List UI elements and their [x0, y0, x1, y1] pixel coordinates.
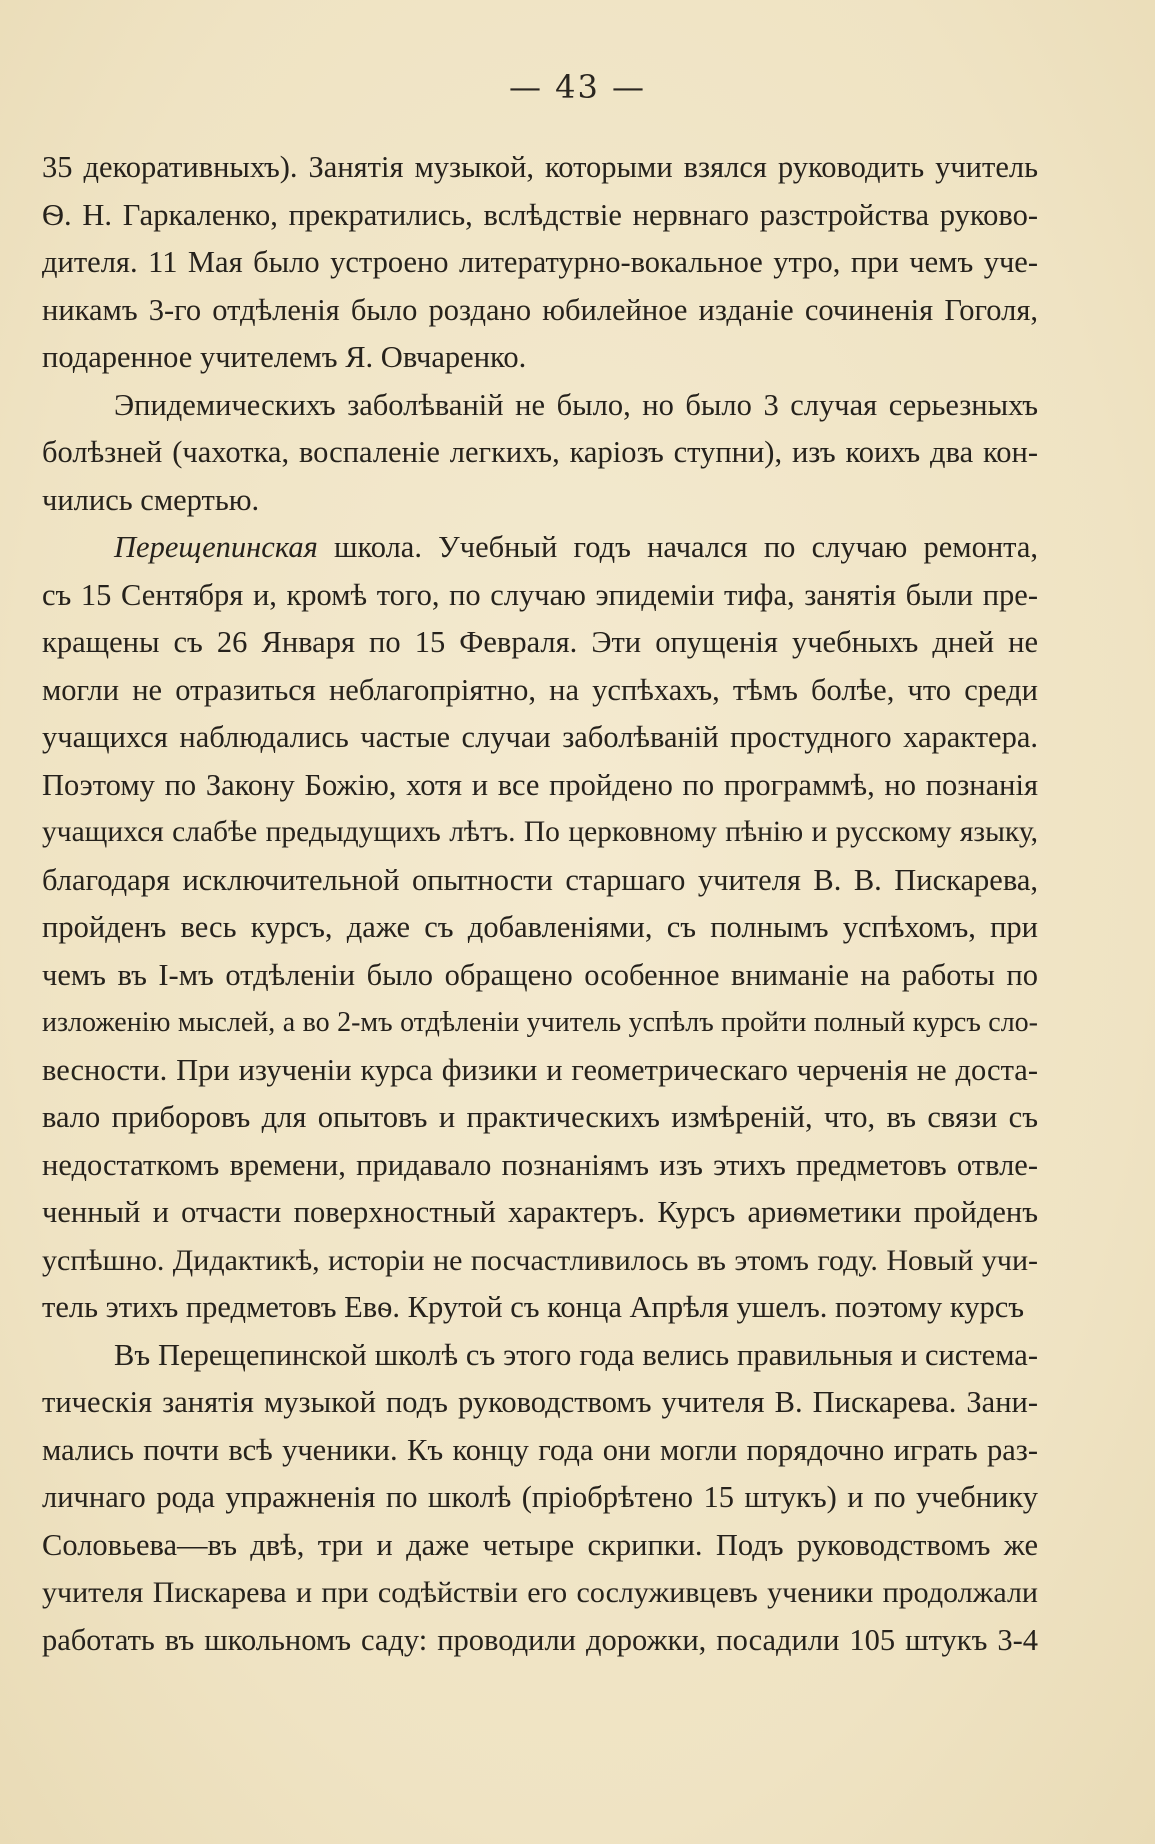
text-line: вало приборовъ для опытовъ и практическихъ измѣреній, что, въ связи съ	[42, 1100, 1038, 1134]
text-line: пройденъ весь курсъ, даже съ добавленіями, съ полнымъ успѣхомъ, при	[42, 910, 1038, 944]
paragraph-2	[42, 382, 1038, 525]
text-line: Эпидемическихъ заболѣваній не было, но было 3 случая серьезныхъ	[114, 387, 1038, 422]
text-line: подаренное учителемъ Я. Овчаренко.	[42, 340, 527, 374]
text-line: Въ Перещепинской школѣ съ этого года велись правильныя и система-	[114, 1337, 1038, 1372]
text-line: никамъ 3-го отдѣленія было роздано юбилейное изданіе сочиненія Гоголя,	[42, 292, 1038, 327]
text-line: весности. При изученіи курса физики и геометрическаго черченія не доста-	[42, 1052, 1038, 1087]
text-line: съ 15 Сентября и, кромѣ того, по случаю эпидеміи тифа, занятія были пре-	[42, 577, 1038, 612]
text-line: ченный и отчасти поверхностный характеръ. Курсъ ариѳметики пройденъ	[42, 1195, 1038, 1229]
text-line: Поэтому по Закону Божію, хотя и все пройдено по программѣ, но познанія	[42, 767, 1038, 802]
paragraph-3	[42, 524, 1038, 1332]
text-line: учащихся наблюдались частые случаи заболѣваній простудного характера.	[42, 720, 1038, 754]
text-line: учащихся слабѣе предыдущихъ лѣтъ. По церковному пѣнію и русскому языку,	[42, 816, 1038, 848]
text-line: Ѳ. Н. Гаркаленко, прекратились, вслѣдствіе нервнаго разстройства руково-	[42, 197, 1038, 232]
body-text	[42, 144, 1038, 1664]
text-line: чились смертью.	[42, 482, 260, 517]
paragraph-4	[42, 1332, 1038, 1665]
text-line: кращены съ 26 Января по 15 Февраля. Эти опущенія учебныхъ дней не	[42, 625, 1038, 659]
text-line: мались почти всѣ ученики. Къ концу года они могли порядочно играть раз-	[42, 1432, 1038, 1467]
paragraph-1	[42, 144, 1038, 382]
text-line: 35 декоративныхъ). Занятія музыкой, которыми взялся руководить учитель	[42, 150, 1038, 184]
text-line: Соловьева—въ двѣ, три и даже четыре скрипки. Подъ руководствомъ же	[42, 1527, 1038, 1562]
text-line: тель этихъ предметовъ Евѳ. Крутой съ конца Апрѣля ушелъ. поэтому курсъ	[42, 1290, 1025, 1324]
text-line: болѣзней (чахотка, воспаленіе легкихъ, каріозъ ступни), изъ коихъ два кон-	[42, 435, 1038, 469]
text-line: успѣшно. Дидактикѣ, исторіи не посчастливилось въ этомъ году. Новый учи-	[42, 1243, 1038, 1277]
text-line: личнаго рода упражненія по школѣ (пріобрѣтено 15 штукъ) и по учебнику	[42, 1480, 1038, 1514]
text-fragment: школа. Учебный годъ начался по случаю ремонта,	[317, 530, 1038, 564]
text-line: работать въ школьномъ саду: проводили дорожки, посадили 105 штукъ 3-4	[42, 1622, 1038, 1657]
text-line: благодаря исключительной опытности старшаго учителя В. В. Пискарева,	[42, 862, 1038, 897]
text-line-first	[42, 524, 1038, 572]
school-name: Перещепинская	[114, 530, 318, 564]
text-line: чемъ въ I-мъ отдѣленіи было обращено особенное вниманіе на работы по	[42, 957, 1038, 992]
text-line: тическія занятія музыкой подъ руководствомъ учителя В. Пискарева. Зани-	[42, 1385, 1038, 1419]
text-line: дителя. 11 Мая было устроено литературно-вокальное утро, при чемъ уче-	[42, 245, 1038, 279]
text-line: недостаткомъ времени, придавало познаніямъ изъ этихъ предметовъ отвле-	[42, 1147, 1038, 1182]
text-line: могли не отразиться неблагопріятно, на успѣхахъ, тѣмъ болѣе, что среди	[42, 672, 1038, 707]
text-line: изложенію мыслей, а во 2-мъ отдѣленіи учитель успѣлъ пройти полный курсъ сло-	[42, 1007, 1038, 1038]
text-line: учителя Пискарева и при содѣйствіи его сослуживцевъ ученики продолжали	[42, 1576, 1038, 1609]
page-number: — 43 —	[508, 68, 647, 106]
